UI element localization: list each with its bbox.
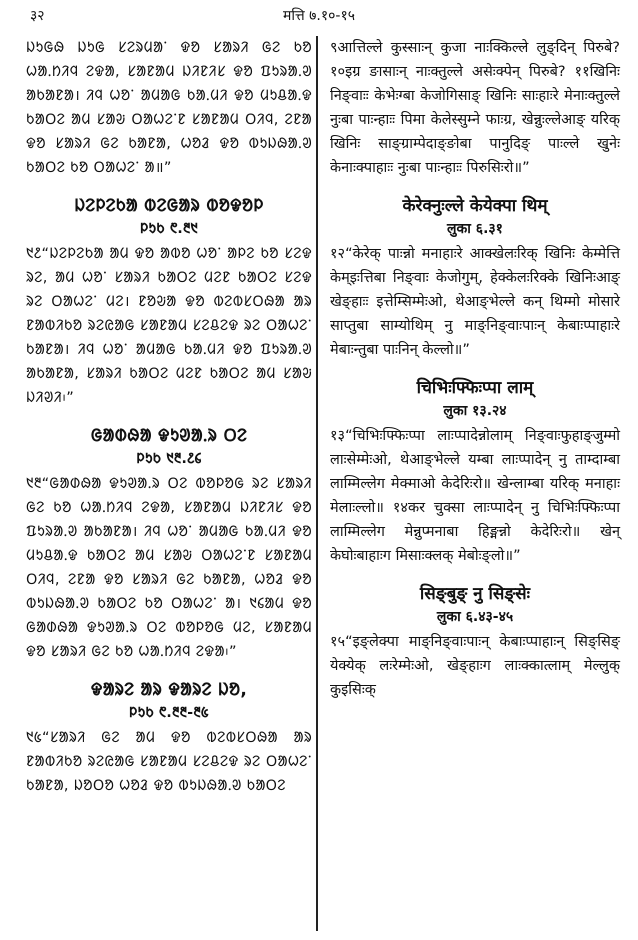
right-section-3-title: सिङ्बुङ् नु सिङ्सेः bbox=[419, 584, 531, 604]
right-paragraph-2: १२“केरेक् पाःन्नो मनाहाःरे आक्खेलःरिक् खिनिः केम्मेत्ति केम्इःत्तिबा निङ्वाः केजोगुम्, हेक्केलःरिक्के खिनिःआङ् खेङ्हाःः इत्तेम्सिम्मेःओ, थेआङ्भेल्ले कन् थिम्मो मोसारे साप्तुबा साम्योथिम् नु माङ्निङ्वाःपाःन् केबाःप्पाहाःरे मेबाःन्तुबा पाःनिन् केल्लो॥” bbox=[330, 246, 620, 358]
right-paragraph-4: १५“इङ्लेक्पा माङ्निङ्वाःपाःन् केबाःप्पाहाःन् सिङ्सिङ् येक्येक् लःरेम्मेःओ, खेङ्हाःग लाःक्कात्लाम् मेल्लुक् कुइसिःक् bbox=[330, 634, 620, 698]
left-paragraph-2: ᱑᱒“ᱡᱮᱞᱮᱠᱟ ᱟᱢ ᱫᱚ ᱟᱵᱚ ᱦᱚᱸ ᱟᱞᱮ ᱠᱚ ᱥᱮᱫ ᱨᱮ, ᱟᱢ ᱦᱚᱸ ᱥᱟᱨᱤ ᱠᱟᱛᱮ ᱢᱮᱱ ᱠᱟᱛᱮ ᱥᱮᱫ ᱨᱮ ᱛᱟᱦᱮᱸ ᱢᱮ। ᱱᱚᱶᱟ ᱫᱚ ᱵᱮᱵᱥᱛᱷᱟ ᱟᱨ ᱱᱟᱵᱤᱠᱚ ᱨᱮᱭᱟᱜ ᱥᱟᱱᱟᱢ ᱥᱮᱪᱮᱫ ᱨᱮ ᱛᱟᱦᱮᱸ ᱠᱟᱱᱟ। ᱤᱧ ᱦᱚᱸ ᱟᱢᱟᱜ ᱠᱟᱹᱢᱤ ᱫᱚ ᱯᱩᱨᱟᱹᱣ ᱟᱠᱟᱱᱟ, ᱥᱟᱨᱤ ᱠᱟᱛᱮ ᱢᱮᱱ ᱠᱟᱛᱮ ᱟᱢ ᱥᱟᱶ ᱡᱤᱣᱤ᱾” bbox=[26, 246, 312, 406]
page-number: ३२ bbox=[30, 8, 45, 24]
running-head: मत्ति ७.१०-१५ bbox=[282, 8, 356, 24]
right-section-2-title: चिभिःफ्फिःप्पा लाम् bbox=[416, 378, 534, 398]
right-column bbox=[330, 36, 620, 702]
left-section-3-title: ᱫᱟᱨᱮ ᱟᱨ ᱫᱟᱨᱮ ᱡᱚ, bbox=[90, 680, 248, 700]
right-section-1-ref: लुका ६.३१ bbox=[447, 221, 503, 237]
right-paragraph-1: ९आत्तिल्ले कुस्साःन् कुजा नाःक्किल्ले लुङ्दिन् पिरुबे? १०इग्र ङासाःन् नाःक्तुल्ले असेःक्पेन् पिरुबे? ११खिनिः निङ्वाःः केभेःग्बा केजोगिसाङ् खिनिः साःहाःरे मेनाःक्तुल्ले नुःबा पाःन्हाःः पिमा केलेस्सुम्ने फाःग्र, खेन्नुःल्लेआङ् यरिक् खिनिः साङ्ग्राम्पेदाङ्ङोबा पानुदिङ् पाःल्ले खुनेः केनाःक्पाहाःः नुःबा पाःन्हाःः पिरुसिःरो॥” bbox=[330, 40, 620, 176]
right-paragraph-3: १३“चिभिःफ्फिःप्पा लाःप्पादेन्नोलाम् निङ्वाःफुहाङ्जुम्मो लाःसेम्मेःओ, थेआङ्भेल्ले यम्बा लाःप्पादेन् नु ताम्दाम्बा लाम्मिल्लेग मेक्माओ केदेरिःरो॥ खेन्लाम्बा यरिक् मनाहाः मेलाःल्लो॥ १४कर चुक्सा लाःप्पादेन् नु चिभिःफ्फिःप्पा लाम्मिल्लेग मेन्नुप्मनाबा हिङ्मन्नो केदेरिःरो॥ खेन् केघोःबाहाःग मिसाःक्लक् मेबोःङ्लो॥” bbox=[330, 428, 620, 564]
left-section-1-ref: ᱞᱩᱠ ᱖.᱓᱑ bbox=[139, 221, 199, 237]
right-section-3-ref: लुका ६.४३-४५ bbox=[436, 609, 514, 625]
left-section-2-ref: ᱞᱩᱠ ᱑᱓.᱒᱔ bbox=[136, 451, 202, 467]
page-header bbox=[0, 0, 638, 24]
left-section-2-title: ᱜᱟᱰᱷᱟ ᱫᱩᱣᱟᱹᱨ ᱛᱮ bbox=[90, 426, 248, 446]
right-section-1-title: केरेक्नुःल्ले केयेक्पा थिम् bbox=[402, 196, 548, 216]
right-section-2-ref: लुका १३.२४ bbox=[443, 403, 507, 419]
left-section-3-ref: ᱞᱩᱠ ᱖.᱓᱓-᱓᱕ bbox=[129, 705, 209, 721]
left-column bbox=[26, 36, 312, 798]
left-paragraph-1: ᱡᱩᱜᱷ ᱡᱩᱜ ᱥᱮᱨᱢᱟᱸ ᱫᱚ ᱥᱟᱨᱤ ᱜᱮ ᱠᱚ ᱦᱟᱹᱴᱤᱧ ᱮᱫᱟ, ᱥᱟᱱᱟᱢ ᱡᱤᱱᱤᱥ ᱫᱚ ᱯᱩᱨᱟᱹᱣ ᱟᱠᱟᱱᱟ। ᱤᱧ ᱦᱚᱸ ᱟᱢᱟᱜ ᱠᱟᱹᱢᱤ ᱫᱚ ᱢᱩᱪᱟᱹᱫ ᱠᱟᱛᱮ ᱟᱢ ᱥᱟᱶ ᱛᱟᱦᱮᱸᱱ ᱥᱟᱱᱟᱢ ᱛᱤᱧ, ᱮᱱᱟ ᱫᱚ ᱥᱟᱨᱤ ᱜᱮ ᱠᱟᱱᱟ, ᱦᱚᱲ ᱫᱚ ᱵᱩᱡᱷᱟᱹᱣ ᱠᱟᱛᱮ ᱠᱚ ᱛᱟᱦᱮᱸ ᱟ॥” bbox=[26, 40, 312, 176]
left-paragraph-4: ᱑᱕“ᱥᱟᱨᱤ ᱜᱮ ᱟᱢ ᱫᱚ ᱵᱮᱵᱥᱛᱷᱟ ᱟᱨ ᱱᱟᱵᱤᱠᱚ ᱨᱮᱭᱟᱜ ᱥᱟᱱᱟᱢ ᱥᱮᱪᱮᱫ ᱨᱮ ᱛᱟᱦᱮᱸ ᱠᱟᱱᱟ, ᱡᱚᱛᱚ ᱦᱚᱲ ᱫᱚ ᱵᱩᱡᱷᱟᱹᱣ ᱠᱟᱛᱮ bbox=[26, 730, 312, 794]
column-divider bbox=[316, 36, 318, 931]
left-paragraph-3: ᱑᱓“ᱜᱟᱰᱷᱟ ᱫᱩᱣᱟᱹᱨ ᱛᱮ ᱵᱚᱞᱚᱜ ᱨᱮ ᱥᱟᱨᱤ ᱜᱮ ᱠᱚ ᱦᱟᱹᱴᱤᱧ ᱮᱫᱟ, ᱥᱟᱱᱟᱢ ᱡᱤᱱᱤᱥ ᱫᱚ ᱯᱩᱨᱟᱹᱣ ᱟᱠᱟᱱᱟ। ᱤᱧ ᱦᱚᱸ ᱟᱢᱟᱜ ᱠᱟᱹᱢᱤ ᱫᱚ ᱢᱩᱪᱟᱹᱫ ᱠᱟᱛᱮ ᱟᱢ ᱥᱟᱶ ᱛᱟᱦᱮᱸᱱ ᱥᱟᱱᱟᱢ ᱛᱤᱧ, ᱮᱱᱟ ᱫᱚ ᱥᱟᱨᱤ ᱜᱮ ᱠᱟᱱᱟ, ᱦᱚᱲ ᱫᱚ ᱵᱩᱡᱷᱟᱹᱣ ᱠᱟᱛᱮ ᱠᱚ ᱛᱟᱦᱮᱸ ᱟ। ᱑᱔ᱟᱢ ᱫᱚ ᱜᱟᱰᱷᱟ ᱫᱩᱣᱟᱹᱨ ᱛᱮ ᱵᱚᱞᱚᱜ ᱢᱮ, ᱥᱟᱱᱟᱢ ᱫᱚ ᱥᱟᱨᱤ ᱜᱮ ᱠᱚ ᱦᱟᱹᱴᱤᱧ ᱮᱫᱟ᱾” bbox=[26, 476, 312, 660]
left-section-1-title: ᱡᱮᱞᱮᱠᱟ ᱵᱮᱜᱟᱨ ᱵᱚᱫᱚᱞ bbox=[74, 196, 264, 216]
